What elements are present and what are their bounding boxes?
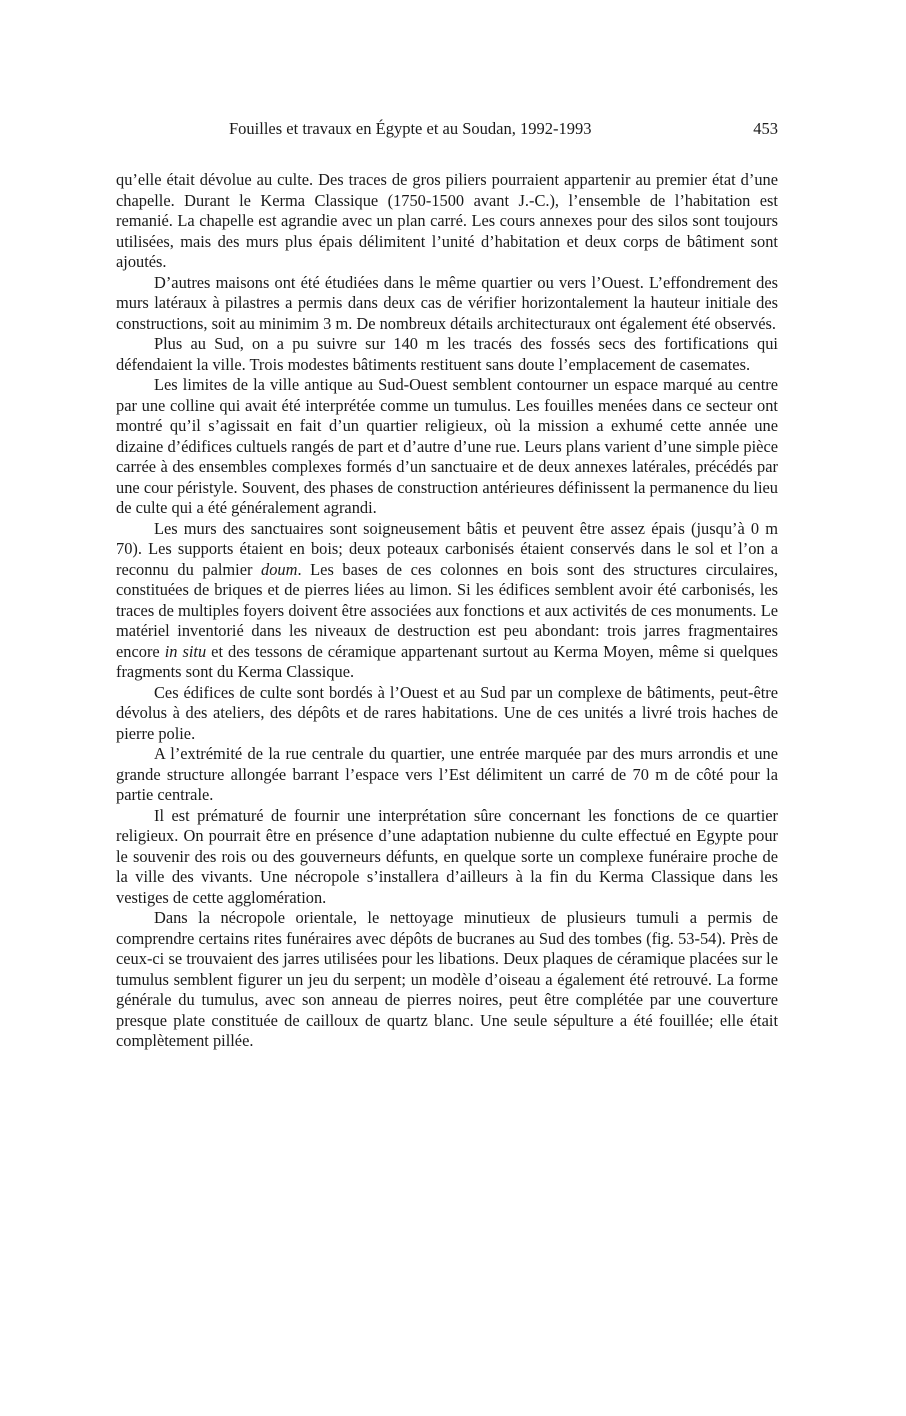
paragraph-quartier-religieux: Les limites de la ville antique au Sud-Ouest semblent contourner un espace marqué au centre par une colline qui avait été interprétée comme un tumulus. Les fouilles menées dans ce secteur ont montré qu’il s’agissait en fait d’un quartier religieux, où la mission a exhumé cette année une dizaine d’édifices cultuels rangés de part et d’autre d’une rue. Leurs plans varient d’une simple pièce carrée à des ensembles complexes formés d’un sanctuaire et de deux annexes latérales, précédés par une cour péristyle. Souvent, des phases de construction antérieures définissent la permanence du lieu de culte qui a été généralement agrandi. [116, 375, 778, 517]
paragraph-complexe-batiments: Ces édifices de culte sont bordés à l’Ouest et au Sud par un complexe de bâtiments, peut-être dévolus à des ateliers, des dépôts et de rares habitations. Une de ces unités a livré trois haches de pierre polie. [116, 682, 778, 743]
paragraph-chapelle: qu’elle était dévolue au culte. Des traces de gros piliers pourraient appartenir au premier état d’une chapelle. Durant le Kerma Classique (1750-1500 avant J.-C.), l’ensemble de l’habitation est remanié. La chapelle est agrandie avec un plan carré. Les cours annexes pour des silos sont toujours utilisées, mais des murs plus épais délimitent l’unité d’habitation et deux corps de bâtiment sont ajoutés. [116, 170, 778, 271]
running-title: Fouilles et travaux en Égypte et au Soudan, 1992-1993 [229, 119, 592, 138]
paragraph-necropole: Dans la nécropole orientale, le nettoyage minutieux de plusieurs tumuli a permis de comprendre certains rites funéraires avec dépôts de bucranes au Sud des tombes (fig. 53-54). Près de ceux-ci se trouvaient des jarres utilisées pour les libations. Deux plaques de céramique placées sur le tumulus semblent figurer un jeu du serpent; un modèle d’oiseau a également été retrouvé. La forme générale du tumulus, avec son anneau de pierres noires, peut être complétée par une couverture presque plate constituée de cailloux de quartz blanc. Une seule sépulture a été fouillée; elle était complètement pillée. [116, 908, 778, 1050]
italic-in-situ: in situ [164, 641, 207, 661]
paragraph-sanctuaires-part-3: et des tessons de céramique appartenant surtout au Kerma Moyen, même si quelques fragments sont du Kerma Classique. [116, 641, 778, 681]
paragraph-maisons: D’autres maisons ont été étudiées dans le même quartier ou vers l’Ouest. L’effondrement des murs latéraux à pilastres a permis dans deux cas de vérifier horizontalement la hauteur initiale des constructions, soit au minimim 3 m. De nombreux détails architecturaux ont également été observés. [116, 272, 778, 333]
paragraph-sanctuaires [116, 519, 778, 683]
italic-doum: doum [261, 559, 298, 579]
paragraph-fortifications: Plus au Sud, on a pu suivre sur 140 m les tracés des fossés secs des fortifications qui défendaient la ville. Trois modestes bâtiments restituent sans doute l’emplacement de casemates. [116, 334, 778, 374]
body-text [116, 170, 778, 1052]
paragraph-rue-centrale: A l’extrémité de la rue centrale du quartier, une entrée marquée par des murs arrondis et une grande structure allongée barrant l’espace vers l’Est délimitent un carré de 70 m de côté pour la partie centrale. [116, 744, 778, 804]
paragraph-interpretation: Il est prématuré de fournir une interprétation sûre concernant les fonctions de ce quartier religieux. On pourrait être en présence d’une adaptation nubienne du culte effectué en Egypte pour le souvenir des rois ou des gouverneurs défunts, en quelque sorte un complexe funéraire proche de la ville des vivants. Une nécropole s’installera d’ailleurs à la fin du Kerma Classique dans les vestiges de cette agglomération. [116, 805, 778, 907]
running-header [116, 119, 778, 141]
paragraph-sanctuaires-part-2: . Les bases de ces colonnes en bois sont des structures circulaires, constituées de briques et de pierres liées au limon. Si les édifices semblent avoir été carbonisés, les traces de multiples foyers doivent être associées aux fonctions et aux activités de ces monuments. Le matériel inventorié dans les niveaux de destruction est peu abondant: trois jarres fragmentaires encore [116, 559, 778, 661]
page-number: 453 [753, 119, 778, 138]
paragraph-sanctuaires-part-1: Les murs des sanctuaires sont soigneusement bâtis et peuvent être assez épais (jusqu’à 0 m 70). Les supports étaient en bois; deux poteaux carbonisés étaient conservés dans le sol et l’on a reconnu du palmier [116, 518, 778, 579]
